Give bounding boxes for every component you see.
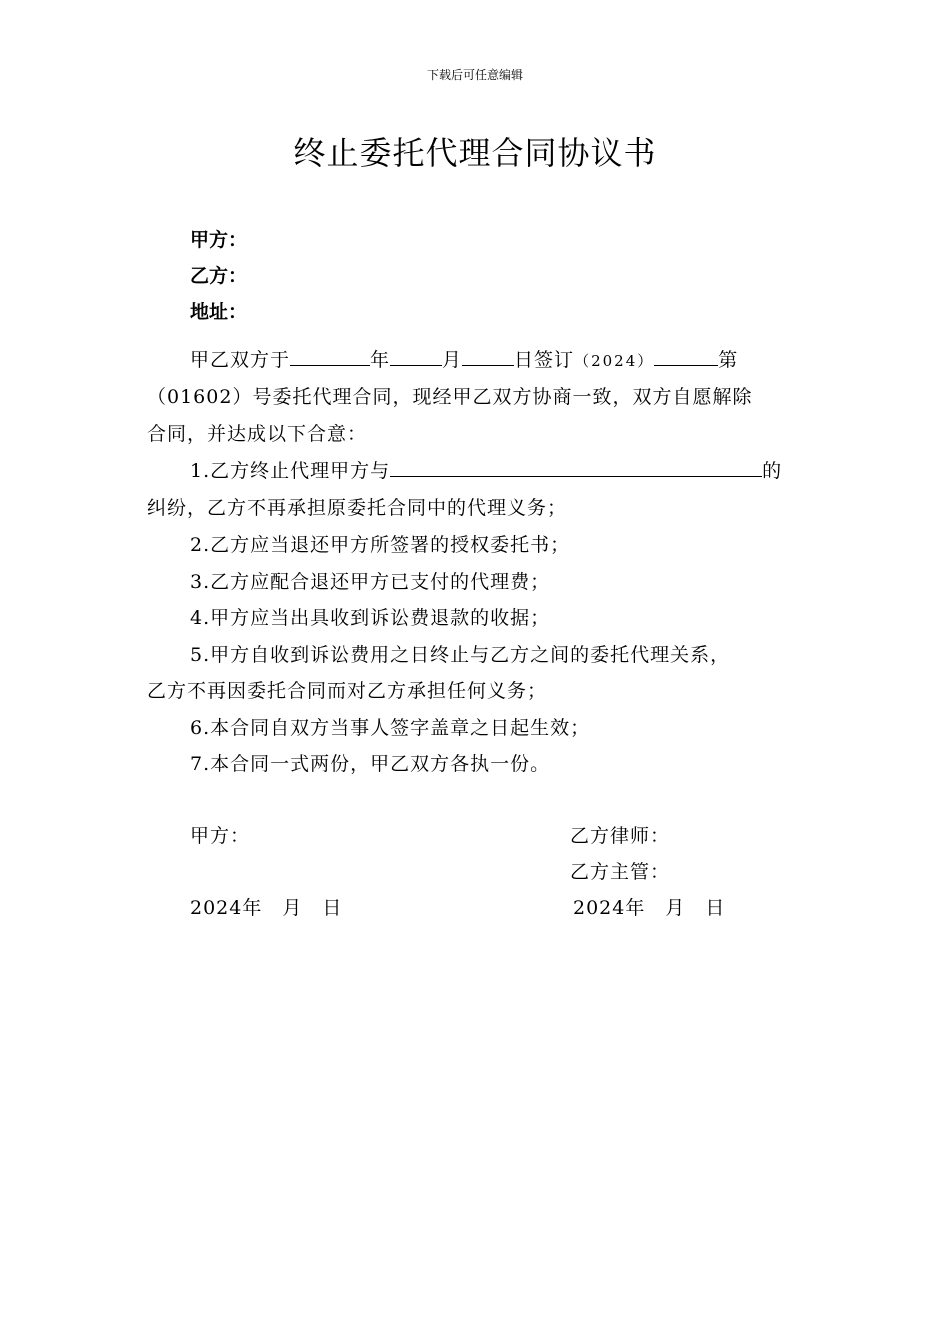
intro-text: 甲乙双方于 <box>190 349 291 371</box>
month-text: 月 <box>442 349 463 371</box>
date-month-blank[interactable] <box>390 347 442 366</box>
day-signed-text: 日签订 <box>514 349 575 371</box>
clause-1-cont: 纠纷，乙方不再承担原委托合同中的代理义务； <box>147 497 568 519</box>
case-year-text: （2024） <box>574 352 655 370</box>
document-title: 终止委托代理合同协议书 <box>293 134 657 172</box>
date-year-blank[interactable] <box>290 347 370 366</box>
signature-supervisor: 乙方主管： <box>570 861 671 883</box>
clause-1-start: 1.乙方终止代理甲方与 <box>190 460 391 482</box>
signature-date-b: 2024年 月 日 <box>573 897 726 919</box>
intro-line-1 <box>190 345 738 372</box>
year-text: 年 <box>370 349 391 371</box>
clause-1 <box>190 456 782 483</box>
clause-5: 5.甲方自收到诉讼费用之日终止与乙方之间的委托代理关系， <box>190 644 731 666</box>
intro-line-3: 合同，并达成以下合意： <box>147 423 368 445</box>
dispute-party-blank[interactable] <box>390 458 762 477</box>
clause-7: 7.本合同一式两份，甲乙双方各执一份。 <box>190 753 551 775</box>
address-label: 地址： <box>190 301 248 323</box>
clause-6: 6.本合同自双方当事人签字盖章之日起生效； <box>190 717 591 739</box>
header-note: 下载后可任意编辑 <box>426 68 523 82</box>
case-type-blank[interactable] <box>654 347 718 366</box>
date-day-blank[interactable] <box>462 347 514 366</box>
party-b-label: 乙方： <box>190 265 248 287</box>
signature-lawyer: 乙方律师： <box>570 825 671 847</box>
clause-5-cont: 乙方不再因委托合同而对乙方承担任何义务； <box>147 680 548 702</box>
intro-line-2: （01602）号委托代理合同，现经甲乙双方协商一致，双方自愿解除 <box>147 386 753 408</box>
signature-date-a: 2024年 月 日 <box>190 897 343 919</box>
clause-1-end: 的 <box>762 460 783 482</box>
signature-party-a: 甲方： <box>190 825 251 847</box>
clause-2: 2.乙方应当退还甲方所签署的授权委托书； <box>190 534 571 556</box>
party-a-label: 甲方： <box>190 229 248 251</box>
clause-4: 4.甲方应当出具收到诉讼费退款的收据； <box>190 607 551 629</box>
clause-3: 3.乙方应配合退还甲方已支付的代理费； <box>190 571 551 593</box>
di-text: 第 <box>718 349 739 371</box>
